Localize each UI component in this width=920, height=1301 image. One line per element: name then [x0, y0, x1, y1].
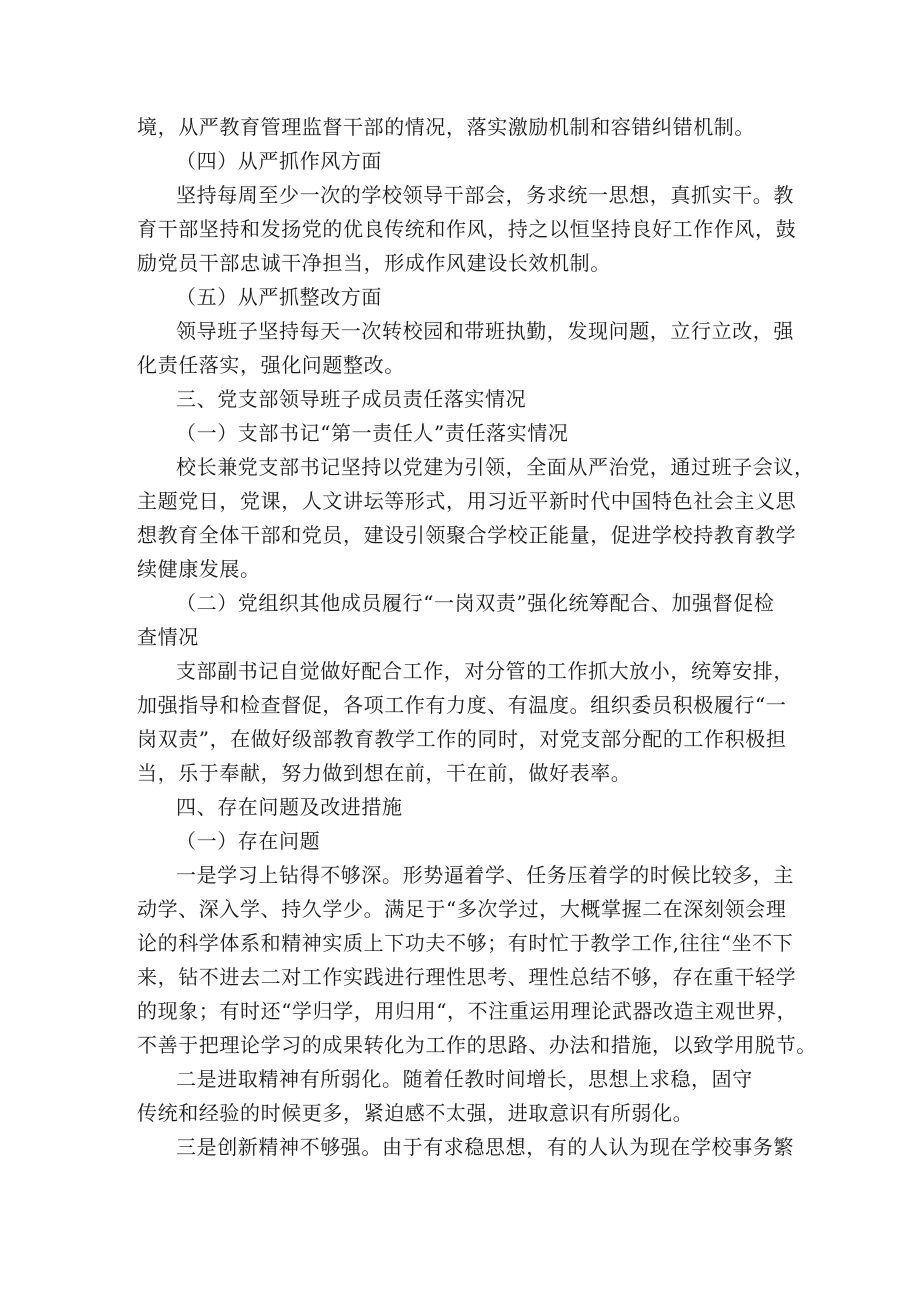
text-line: 的现象；有时还“学归学，用归用“，不注重运用理论武器改造主观世界， — [137, 999, 798, 1023]
text-line: 二是进取精神有所弱化。随着任教时间增长，思想上求稳，固守 — [176, 1067, 753, 1091]
text-line: 励党员干部忠诚干净担当，形成作风建设长效机制。 — [137, 251, 611, 275]
text-line: 想教育全体干部和党员，建设引领聚合学校正能量，促进学校持教育教学 — [137, 523, 797, 547]
text-line: 一是学习上钻得不够深。形势逼着学、任务压着学的时候比较多，主 — [176, 863, 794, 887]
text-line: 坚持每周至少一次的学校领导干部会，务求统一思想，真抓实干。教 — [176, 183, 794, 207]
text-line: 领导班子坚持每天一次转校园和带班执勤，发现问题，立行立改，强 — [176, 319, 794, 343]
text-line: 校长兼党支部书记坚持以党建为引领，全面从严治党，通过班子会议， — [176, 455, 815, 479]
text-line: 岗双责”，在做好级部教育教学工作的同时，对党支部分配的工作积极担 — [137, 727, 787, 751]
text-line: 论的科学体系和精神实质上下功夫不够；有时忙于教学工作,往往“坐不下 — [137, 931, 794, 955]
text-line: 不善于把理论学习的成果转化为工作的思路、办法和措施，以致学用脱节。 — [137, 1033, 817, 1057]
text-line: 支部副书记自觉做好配合工作，对分管的工作抓大放小，统筹安排， — [176, 659, 794, 683]
section-heading: （四）从严抓作风方面 — [176, 149, 382, 173]
text-line: 境，从严教育管理监督干部的情况，落实激励机制和容错纠错机制。 — [137, 115, 755, 139]
text-line: 续健康发展。 — [137, 557, 261, 581]
text-line: 当，乐于奉献，努力做到想在前，干在前，做好表率。 — [137, 761, 632, 785]
section-heading: （五）从严抓整改方面 — [176, 285, 382, 309]
text-line: 育干部坚持和发扬党的优良传统和作风，持之以恒坚持良好工作作风，鼓 — [137, 217, 797, 241]
text-line: 化责任落实，强化问题整改。 — [137, 353, 405, 377]
text-line: 主题党日，党课，人文讲坛等形式，用习近平新时代中国特色社会主义思 — [137, 489, 797, 513]
section-heading: （二）党组织其他成员履行“一岗双责”强化统筹配合、加强督促检 — [176, 591, 775, 615]
section-heading: （一）存在问题 — [176, 829, 321, 853]
chapter-heading: 四、存在问题及改进措施 — [176, 795, 403, 819]
text-line: 加强指导和检查督促，各项工作有力度、有温度。组织委员积极履行“一 — [137, 693, 787, 717]
section-heading: 查情况 — [137, 625, 199, 649]
text-line: 三是创新精神不够强。由于有求稳思想，有的人认为现在学校事务繁 — [176, 1135, 794, 1159]
text-line: 动学、深入学、持久学少。满足于“多次学过，大概掌握二在深刻领会理 — [137, 897, 787, 921]
text-line: 传统和经验的时候更多，紧迫感不太强，进取意识有所弱化。 — [137, 1101, 694, 1125]
section-heading: （一）支部书记“第一责任人”责任落实情况 — [176, 421, 569, 445]
chapter-heading: 三、党支部领导班子成员责任落实情况 — [176, 387, 527, 411]
text-line: 来，钻不进去二对工作实践进行理性思考、理性总结不够，存在重干轻学 — [137, 965, 797, 989]
